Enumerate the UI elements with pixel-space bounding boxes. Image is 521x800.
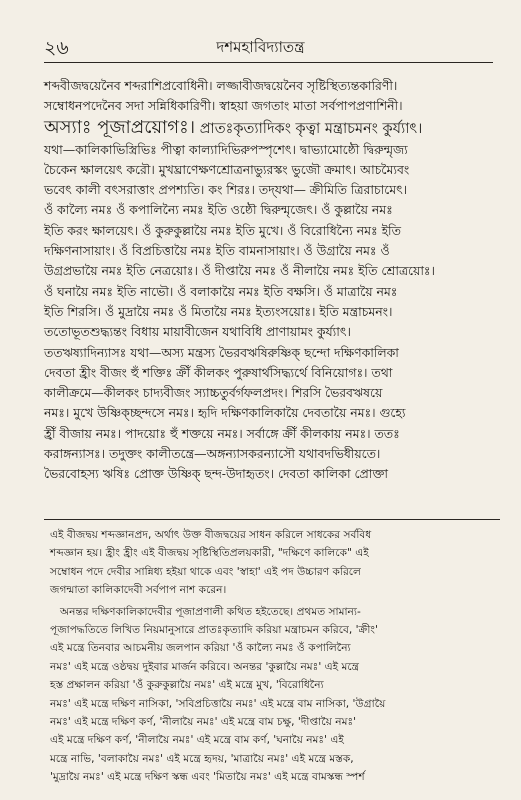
translation-line: অনন্তর দক্ষিণকালিকাদেবীর পূজাপ্রণালী কথিত হইতেছে। প্রথমত সামান্য- [60, 605, 361, 618]
sanskrit-line: দক্ষিণনাসায়াং। ওঁ বিপ্রচিত্তায়ৈ নমঃ ইতি বামনাসায়াং। ওঁ উগ্রায়ৈ নমঃ ওঁ [44, 243, 390, 259]
section-heading-title: অস্যাঃ পূজাপ্রয়োগঃ। [44, 116, 196, 138]
page-header [0, 34, 521, 60]
translation-line: 'মুদ্রায়ৈ নমঃ' এই মন্ত্রে দক্ষিণ স্কন্ধ এবং 'মিতায়ৈ নমঃ' এই মন্ত্রে বামস্কন্ধ স্পর্শ [50, 771, 365, 784]
sanskrit-text-block [44, 76, 499, 485]
sanskrit-line: কালীক্রমে—কীলকং চাদ্যবীজং স্যাচ্চতুর্বর্গফলপ্রদং। শিরসি ভৈরবঋষয়ে [44, 385, 383, 401]
translation-line: হস্ত প্রক্ষালন করিয়া 'ওঁ কুরুকুল্লায়ৈ নমঃ' এই মন্ত্রে মুখ, 'বিরোধিন্যৈ [50, 679, 324, 692]
page-number: ২৬ [44, 37, 69, 59]
translation-line: নমঃ' এই মন্ত্রে দক্ষিণ কর্ণ, 'নীলায়ৈ নমঃ' এই মন্ত্রে বাম চক্ষু, 'দীপ্তায়ৈ নমঃ' [50, 716, 357, 729]
sanskrit-line: চৈকেন ক্ষালয়েৎ করৌ। মুখঘ্রাণেক্ষণশ্রোত্রনাভ্যুরস্কং ভুজৌ ক্রমাৎ। আচম্যৈবং [44, 161, 410, 177]
section-heading-rest: প্রাতঃকৃত্যাদিকং কৃত্বা মন্ত্রাচমনং কুর্য্যাৎ। [195, 120, 423, 137]
sanskrit-line: ইতি শিরসি। ওঁ মুদ্রায়ৈ নমঃ ওঁ মিতায়ৈ নমঃ ইত্যংসয়োঃ। ইতি মন্ত্রাচমনং। [44, 303, 393, 319]
sanskrit-line: ইতি করং ক্ষালয়েৎ। ওঁ কুরুকুল্লায়ৈ নমঃ ইতি মুখে। ওঁ বিরোধিন্যৈ নমঃ ইতি [44, 222, 401, 238]
translation-line: শব্দজ্ঞান হয়। হ্রীং হ্রীং এই বীজদ্বয় সৃষ্টিস্থিতিপ্রলয়কারী, "দক্ষিণে কালিকে" এই [50, 547, 369, 560]
sanskrit-line: শব্দবীজদ্বয়েনৈব শব্দরাশিপ্রবোধিনী। লজ্জাবীজদ্বয়েনৈব সৃষ্টিস্থিত্যন্তকারিণী। [44, 78, 398, 93]
translation-line: সম্বোধন পদে দেবীর সান্নিধ্য হইয়া থাকে এবং 'স্বাহা' এই পদ উচ্চারণ করিলে [50, 565, 361, 578]
translation-line: এই মন্ত্রে দক্ষিণ কর্ণ, 'নীলায়ৈ নমঃ' এই মন্ত্রে বাম কর্ণ, 'ঘনায়ৈ নমঃ' এই [50, 734, 344, 747]
translation-line: জগন্মাতা কালিকাদেবী সর্বপাপ নাশ করেন। [50, 584, 227, 597]
sanskrit-line: করাঙ্গন্যাসঃ। তদুক্তং কালীতন্ত্রে—অঙ্গন্যাসকরন্যাসৌ যথাবদভিধীয়তে। [44, 446, 381, 462]
sanskrit-line: ওঁ কাল্যৈ নমঃ ওঁ কপালিন্যৈ নমঃ ইতি ওষ্ঠৌ দ্বিরুন্মৃজেৎ। ওঁ কুল্লায়ৈ নমঃ [44, 202, 393, 218]
sanskrit-line: হ্রীঁ বীজায় নমঃ। পাদয়োঃ হুঁ শক্তয়ে নমঃ। সর্বাঙ্গে ক্রীঁ কীলকায় নমঃ। ততঃ [44, 425, 400, 441]
translation-line: এই মন্ত্রে তিনবার আচমনীয় জলপান করিয়া 'ওঁ কাল্যৈ নমঃ ওঁ কপালিন্যৈ [50, 642, 351, 655]
translation-line: মন্ত্রে নাভি, 'বলাকায়ৈ নমঃ' এই মন্ত্রে হৃদয়, 'মাত্রায়ৈ নমঃ' এই মন্ত্রে মস্তক, [50, 752, 354, 765]
sanskrit-line: সম্বোধনপদেনৈব সদা সন্নিধিকারিণী। স্বাহয়া জগতাং মাতা সর্বপাপপ্রণাশিনী। [44, 98, 403, 114]
sanskrit-line: ওঁ ঘনায়ৈ নমঃ ইতি নাভৌ। ওঁ বলাকায়ৈ নমঃ ইতি বক্ষসি। ওঁ মাত্রায়ৈ নমঃ [44, 283, 398, 299]
section-heading [44, 117, 499, 140]
sanskrit-line: ভবেৎ কালী বৎসরাত্তাং প্রপশ্যতি। কং শিরঃ। তদ্‌যথা— ক্রীমিতি ত্রিরাচামেৎ। [44, 182, 408, 198]
bengali-translation-block [50, 526, 498, 787]
sanskrit-line: দেবতা হ্রীং বীজং হুঁ শক্তিঃ ক্রীঁ কীলকং পুরুষার্থসিদ্ধ্যর্থে বিনিয়োগঃ। তথা [44, 364, 393, 380]
translation-line: এই বীজদ্বয় শব্দজ্ঞানপ্রদ, অর্থাৎ উক্ত বীজদ্বয়ের সাধন করিলে সাধকের সর্ববিধ [50, 529, 372, 541]
sanskrit-line: ততঋষ্যাদিন্যাসঃ যথা—অস্য মন্ত্রস্য ভৈরবঋষিরুষ্ণিক্‌ ছন্দো দক্ষিণকালিকা [44, 344, 399, 360]
header-rule [44, 62, 493, 63]
translation-line: পূজাপদ্ধতিতে লিখিত নিয়মানুসারে প্রাতঃকৃত্যাদি করিয়া মন্ত্রাচমন করিবে, 'ক্রীং' [50, 624, 378, 637]
sanskrit-line: ভৈরবোহস্য ঋষিঃ প্রোক্ত উষ্ণিক্‌ ছন্দ-উদাহৃতং। দেবতা কালিকা প্রোক্তা [44, 466, 388, 482]
sanskrit-line: যথা—কালিকাভিস্ত্রিভিঃ পীত্বা কাল্যাদিভিরুপস্পৃশেৎ। দ্বাভ্যামোষ্ঠৌ দ্বিরুন্মৃজ্য [44, 141, 408, 157]
section-divider [44, 519, 500, 520]
translation-line: নমঃ' এই মন্ত্রে দক্ষিণ নাসিকা, 'সবিপ্রচিত্তায়ৈ নমঃ' এই মন্ত্রে বাম নাসিকা, 'উগ্রায়ৈ [50, 697, 386, 710]
sanskrit-line: উগ্রপ্রভায়ৈ নমঃ ইতি নেত্রয়োঃ। ওঁ দীপ্তায়ৈ নমঃ ওঁ নীলায়ৈ নমঃ ইতি শ্রোত্রয়োঃ। [44, 263, 435, 279]
sanskrit-line: নমঃ। মুখে উষ্ণিক্‌চ্ছন্দসে নমঃ। হৃদি দক্ষিণকালিকায়ৈ দেবতায়ৈ নমঃ। গুহ্যে [44, 405, 406, 421]
translation-line: নমঃ' এই মন্ত্রে ওষ্ঠদ্বয় দুইবার মার্জন করিবে। অনন্তর 'কুল্লায়ৈ নমঃ' এই মন্ত্রে [50, 660, 360, 673]
sanskrit-line: ততোভূতশুদ্ধ্যন্তং বিধায় মায়াবীজেন যথাবিধি প্রাণায়ামং কুর্য্যাৎ। [44, 324, 351, 340]
running-title: দশমহাবিদ্যাতন্ত্র [216, 38, 305, 56]
